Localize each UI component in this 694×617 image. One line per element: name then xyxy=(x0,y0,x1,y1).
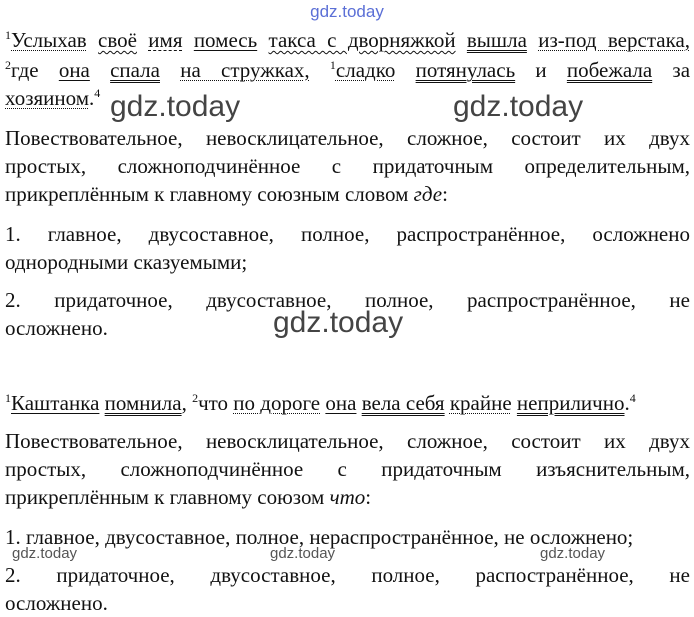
watermark: gdz.today xyxy=(540,545,606,562)
text: прикреплённым к главному союзным словом xyxy=(5,182,414,206)
watermark: gdz.today xyxy=(110,90,241,123)
analysis-2-line-6: осложнено. xyxy=(5,591,108,615)
clause-number: 4 xyxy=(94,86,101,100)
adverbial: на стружках, xyxy=(180,58,310,82)
attribute: такса с дворняжкой xyxy=(268,28,456,52)
attribute: своё xyxy=(98,28,137,52)
predicate: вышла xyxy=(466,28,527,52)
analysis-2-line-5: 2. придаточное, двусоставное, полное, распостранённое, не xyxy=(5,563,690,587)
sentence-2-line xyxy=(5,389,690,417)
adverbial: по дороге xyxy=(233,391,321,415)
predicate: вела себя xyxy=(361,391,445,415)
analysis-2-line-1: Повествовательное, невосклицательное, сложное, состоит их двух xyxy=(5,429,690,453)
text: : xyxy=(365,485,372,509)
clause-number: 1 xyxy=(329,58,336,72)
watermark: gdz.today xyxy=(270,545,336,562)
analysis-1-line-1: Повествовательное, невосклицательное, сложное, состоит их двух xyxy=(5,126,690,150)
conjunction-word: где xyxy=(413,182,443,206)
analysis-1-line-5: однородными сказуемыми; xyxy=(5,250,248,274)
watermark-top: gdz.today xyxy=(310,2,384,21)
subject: она xyxy=(325,391,357,415)
analysis-2-line-4: 1. главное, двусоставное, полное, нераспространённое, не осложнено; xyxy=(5,525,634,549)
watermark: gdz.today xyxy=(273,306,404,339)
analysis-1-line-2: простых, сложноподчинённое с придаточным определительным, xyxy=(5,154,690,178)
analysis-2-line-3 xyxy=(5,483,690,511)
text: : xyxy=(442,182,448,206)
predicate: потянулась xyxy=(415,58,516,82)
watermark: gdz.today xyxy=(453,90,584,123)
clause-number: 4 xyxy=(629,391,636,405)
clause-number: 2 xyxy=(5,58,11,72)
analysis-1-line-4: 1. главное, двусоставное, полное, распространённое, осложнено xyxy=(5,222,690,246)
text: прикреплённым к главному союзом xyxy=(5,485,330,509)
predicate: спала xyxy=(110,58,160,82)
word: за xyxy=(672,58,691,82)
word: и xyxy=(535,58,547,82)
predicate: неприлично xyxy=(516,391,625,415)
subject: помесь xyxy=(193,28,258,52)
adverbial: крайне xyxy=(449,391,512,415)
analysis-1-line-7: осложнено. xyxy=(5,316,108,340)
predicate: помнила xyxy=(104,391,182,415)
word: где xyxy=(11,58,39,82)
analysis-2-line-2: простых, сложноподчинённое с придаточным изъяснительным, xyxy=(5,457,690,481)
word: что xyxy=(198,391,229,415)
punct: . xyxy=(89,86,95,110)
sentence-1-line-2 xyxy=(5,56,690,84)
sentence-1-line-3 xyxy=(5,84,690,112)
watermark: gdz.today xyxy=(12,545,78,562)
clause-number: 1 xyxy=(5,28,11,42)
punct: . xyxy=(624,391,630,415)
predicate: побежала xyxy=(566,58,653,82)
adverbial: хозяином xyxy=(5,86,90,110)
subject: она xyxy=(58,58,90,82)
analysis-1-line-6: 2. придаточное, двусоставное, полное, распространённое, не xyxy=(5,288,690,312)
conjunction: что xyxy=(329,485,366,509)
sentence-1-line-1 xyxy=(5,26,690,54)
adverbial: Услыхав xyxy=(11,28,87,52)
analysis-1-line-3 xyxy=(5,180,690,208)
clause-number: 2 xyxy=(192,391,199,405)
adverbial: из-под верстака, xyxy=(538,28,691,52)
adverbial: сладко xyxy=(335,58,396,82)
subject: Каштанка xyxy=(11,391,100,415)
object: имя xyxy=(148,28,183,52)
clause-number: 1 xyxy=(5,391,11,405)
punct: , xyxy=(181,391,187,415)
